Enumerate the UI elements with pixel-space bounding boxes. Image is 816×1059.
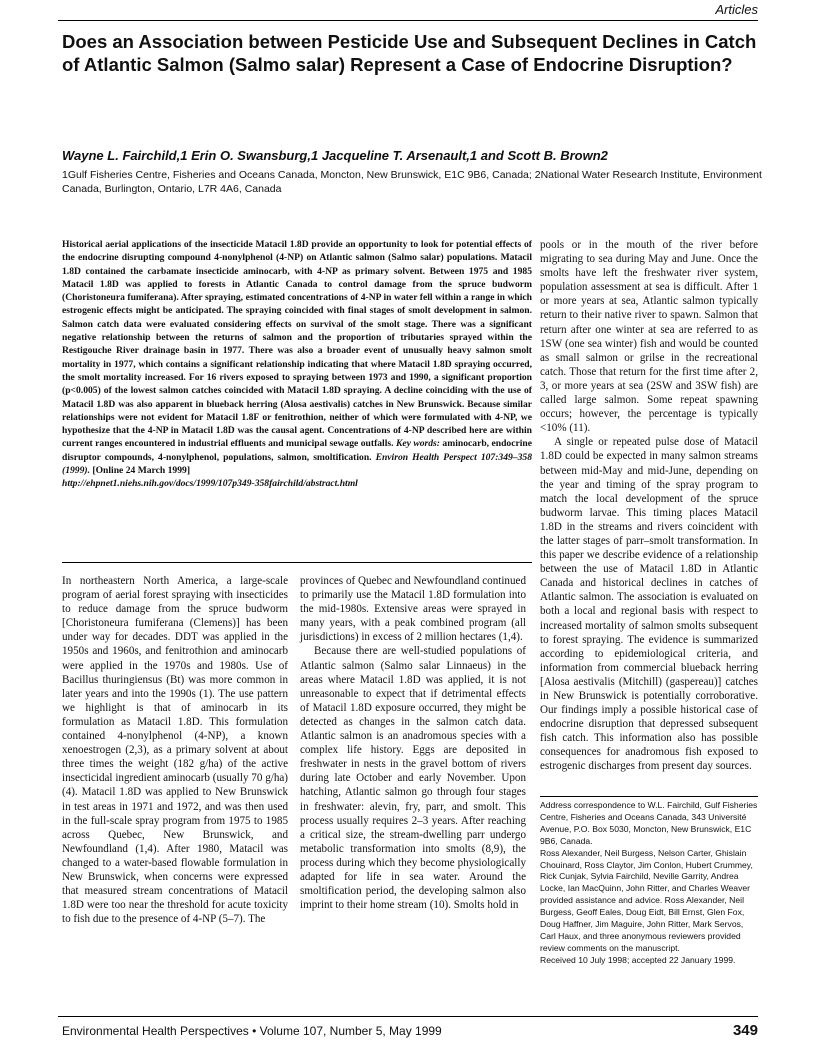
abstract-url-link[interactable]: http://ehpnet1.niehs.nih.gov/docs/1999/107p349-358fairchild/abstract.html	[62, 478, 358, 490]
correspondence-address: Address correspondence to W.L. Fairchild, Gulf Fisheries Centre, Fisheries and Oceans Canada, 343 Université Avenue, P.O. Box 5030, Moncton, New Brunswick, E1C 9B6, Canada.	[540, 800, 758, 846]
page-number: 349	[732, 1022, 758, 1039]
header-rule	[58, 20, 758, 21]
body-paragraph: provinces of Quebec and Newfoundland continued to primarily use the Matacil 1.8D formulation into the mid-1980s. Extensive areas were sprayed in many years, with a peak combined program (all jurisdictions) in excess of 2 million hectares (1,4).	[300, 575, 526, 644]
article-title: Does an Association between Pesticide Use and Subsequent Declines in Catch of Atlantic Salmon (Salmo salar) Represent a Case of Endocrine Disruption?	[62, 31, 757, 75]
abstract-text: Historical aerial applications of the insecticide Matacil 1.8D provide an opportunity to look for potential effects of the endocrine disrupting compound 4-nonylphenol (4-NP) on Atlantic salmon (Salmo salar) populations. Matacil 1.8D contained the carbamate insecticide aminocarb, with 4-NP as primary solvent. Between 1975 and 1985 Matacil 1.8D was applied to forests in Atlantic Canada to control damage from the spruce budworm (Choristoneura fumiferana). After spraying, estimated concentrations of 4-NP in water fell within a range in which estrogenic effects might be anticipated. The spraying coincided with final stages of smolt development in salmon. Salmon catch data were evaluated considering effects on survival of the smolt stage. There was a significant negative relationship between the returns of salmon and the proportion of tributaries sprayed within the Restigouche River drainage basin in 1977. There was also a broader event of unusually heavy salmon smolt mortality in 1977, which contains a significant relationship indicating that where Matacil 1.8D spraying occurred, the smolt mortality increased. For 16 rivers exposed to spraying between 1973 and 1990, a significant proportion (p<0.005) of the lowest salmon catches coincided with Matacil 1.8D spraying. A decline coinciding with the use of Matacil 1.8D was also apparent in blueback herring (Alosa aestivalis) catches in New Brunswick. Because similar relationships were not evident for Matacil 1.8F or fenitrothion, neither of which were formulated with 4-NP, we hypothesize that the 4-NP in Matacil 1.8D was the causal agent. Concentrations of 4-NP described here are within current ranges encountered in industrial effluents and municipal sewage outfalls.	[62, 239, 532, 450]
author-affiliations: 1Gulf Fisheries Centre, Fisheries and Oceans Canada, Moncton, New Brunswick, E1C 9B6, Canada; 2National Water Research Institute, Environment Canada, Burlington, Ontario, L7R 4A6, Canada	[62, 169, 762, 195]
body-column-3	[540, 238, 758, 774]
footer-journal-info: Environmental Health Perspectives • Volume 107, Number 5, May 1999	[62, 1024, 442, 1038]
citation: Environ Health Perspect 107:349–358 (1999).	[62, 451, 532, 477]
body-paragraph: Because there are well-studied populations of Atlantic salmon (Salmo salar Linnaeus) in the areas where Matacil 1.8D was applied, it is not unreasonable to expect that if detrimental effects of Matacil 1.8D exposure occurred, they might be detected as changes in the salmon catch data. Atlantic salmon is an anadromous species with a complex life history. Eggs are deposited in freshwater in nests in the gravel bottom of rivers during late October and early November. Upon hatching, Atlantic salmon go through four stages in freshwater: alevin, fry, parr, and smolt. This process usually requires 2–3 years. After reaching a critical size, the stream-dwelling parr undergo metabolic transformation into smolts (8,9), the process during which they become physiologically adapted for life in sea water. Around the smoltification period, the developing salmon also imprint to their home stream (10). Smolts hold in	[300, 645, 526, 912]
online-date: [Online 24 March 1999]	[92, 465, 191, 477]
author-list: Wayne L. Fairchild,1 Erin O. Swansburg,1 Jacqueline T. Arsenault,1 and Scott B. Brown2	[62, 148, 608, 163]
keywords: aminocarb, endocrine disruptor compounds, 4-nonylphenol, populations, salmon, smoltification.	[62, 438, 532, 463]
footer-rule	[58, 1016, 758, 1017]
body-paragraph: In northeastern North America, a large-scale program of aerial forest spraying with insecticides to reduce damage from the spruce budworm [Choristoneura fumiferana (Clemens)] has been under way for decades. DDT was applied in the 1950s and 1960s, and fenitrothion and aminocarb were applied in the 1970s and 1980s. Use of Bacillus thuringiensus (Bt) was more common in later years and into the 1990s (1). The use pattern we highlight is that of aminocarb in its formulation as Matacil 1.8D. This formulation contained 4-nonylphenol (4-NP), a known xenoestrogen (2,3), as a primary solvent at about three times the weight (182 g/ha) of the active insecticidal ingredient aminocarb (usually 70 g/ha) (4). Matacil 1.8D was applied to New Brunswick in test areas in 1971 and 1972, and was then used in the full-scale spray program from 1975 to 1985 across Quebec, New Brunswick, and Newfoundland (1,4). After 1980, Matacil was changed to a water-based flowable formulation in New Brunswick, when concerns were expressed that measured stream concentrations of Matacil 1.8D were too near the threshold for acute toxicity to fish due to the presence of 4-NP (5–7). The	[62, 575, 288, 926]
body-paragraph: pools or in the mouth of the river before migrating to sea during May and June. Once the smolts have left the freshwater river system, population assessment at sea is difficult. After 1 or more years at sea, Atlantic salmon typically return to their native river to spawn. Salmon that return after one winter at sea are referred to as 1SW (one sea winter) fish and would be counted as small salmon or grilse in the recreational catch. Those that return for the first time after 2, 3, or more years at sea (2SW and 3SW fish) are called large salmon. Some repeat spawning occurs; however, the percentage is typically <10% (11).	[540, 239, 758, 435]
acknowledgments: Ross Alexander, Neil Burgess, Nelson Carter, Ghislain Chouinard, Ross Claytor, Jim Conlon, Hubert Crummey, Rick Cunjak, Sylvia Fairchild, Neville Garrity, Andrea Locke, Ian MacQuinn, John Ritter, and Charles Weaver provided assistance and advice. Ross Alexander, Neil Burgess, Geoff Eales, Doug Eidt, Bill Ernst, Glen Fox, Doug Haffner, Jim Maguire, John Ritter, Mark Servos, Carl Haux, and three anonymous reviewers provided review comments on the manuscript.	[540, 847, 753, 953]
keywords-label: Key words:	[395, 438, 440, 450]
abstract-divider	[62, 562, 532, 563]
section-label: Articles	[715, 2, 758, 17]
abstract-block	[62, 238, 532, 491]
body-paragraph: A single or repeated pulse dose of Matacil 1.8D could be expected in many salmon streams between mid-May and mid-June, depending on the year and timing of the spray program to match the local development of the spruce budworm larvae. This timing places Matacil 1.8D in the streams and rivers coincident with the latter stages of parr–smolt transformation. In this paper we describe evidence of a relationship between the use of Matacil 1.8D in Atlantic Canada and historical declines in catches of Atlantic salmon. The association is evaluated on both a local and regional basis with respect to increased mortality of salmon smolts subsequent to forest spraying. The evidence is summarized according to epidemiological criteria, and information from commercial blueback herring [Alosa aestivalis (Mitchill) (gaspereau)] catches in New Brunswick is potentially corroborative. Our findings imply a possible historical case of endocrine disruption that depressed subsequent fish catch. This information also has possible consequences for anadromous fish exposed to estrogenic discharges from present day sources.	[540, 436, 758, 773]
correspondence-block	[540, 800, 758, 967]
body-column-2	[300, 574, 526, 912]
received-dates: Received 10 July 1998; accepted 22 January 1999.	[540, 954, 736, 965]
body-column-1	[62, 574, 288, 926]
correspondence-divider	[540, 796, 758, 797]
